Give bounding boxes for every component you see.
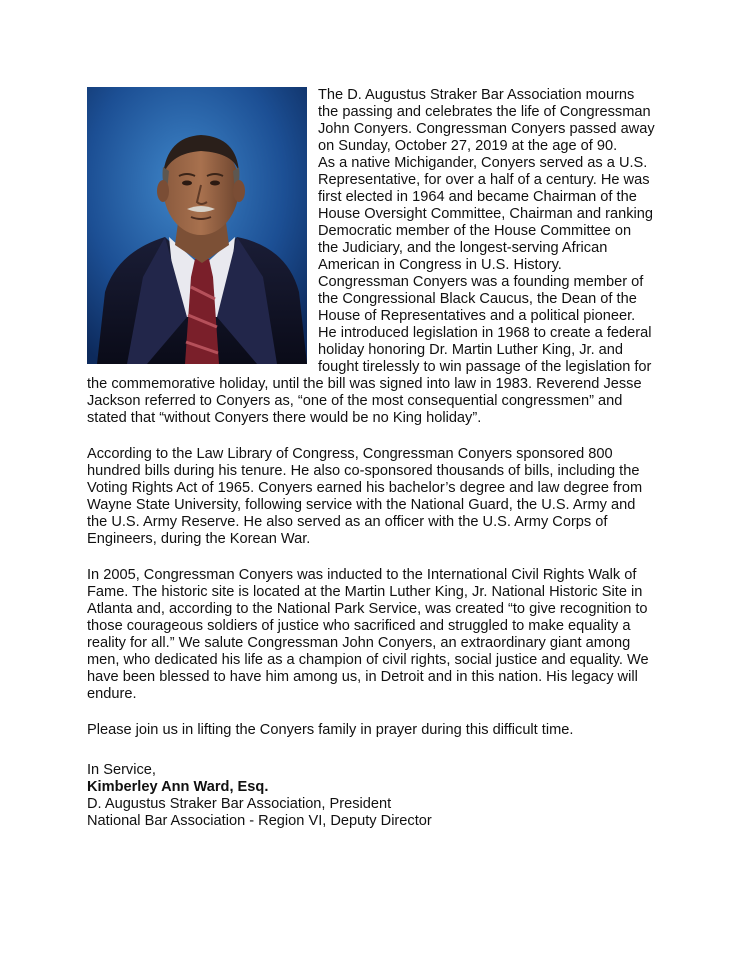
paragraph-1-line: the commemorative holiday, until the bill was signed into law in 1983. Reverend Jesse [87,376,642,392]
paragraph-1-line: fought tirelessly to win passage of the legislation for [318,359,652,375]
paragraph-1-line: House Oversight Committee, Chairman and ranking [318,206,653,222]
paragraph-1-line: American in Congress in U.S. History. [318,257,562,273]
paragraph-1-line: the Judiciary, and the longest-serving African [318,240,608,256]
paragraph-1-line: House of Representatives and a political pioneer. [318,308,636,324]
paragraph-2-line: Wayne State University, following service with the National Guard, the U.S. Army and [87,497,636,513]
signature-name: Kimberley Ann Ward, Esq. [87,779,269,795]
paragraph-1-line: the passing and celebrates the life of Congressman [318,104,651,120]
paragraph-1-line: He introduced legislation in 1968 to create a federal [318,325,652,341]
paragraph-3-line: reality for all.” We salute Congressman John Conyers, an extraordinary giant among [87,635,631,651]
signature-closing: In Service, [87,762,156,778]
paragraph-2-line: Voting Rights Act of 1965. Conyers earned his bachelor’s degree and law degree from [87,480,643,496]
portrait-photo [87,87,307,364]
paragraph-3-line: In 2005, Congressman Conyers was inducted to the International Civil Rights Walk of [87,567,637,583]
paragraph-3-line: Atlanta and, according to the National Park Service, was created “to give recognition to [87,601,648,617]
paragraph-1-line: on Sunday, October 27, 2019 at the age of 90. [318,138,618,154]
signature-title-2: National Bar Association - Region VI, Deputy Director [87,813,432,829]
paragraph-1-line: Representative, for over a half of a century. He was [318,172,650,188]
paragraph-3-line: have been blessed to have him among us, in Detroit and in this nation. His legacy will [87,669,638,685]
paragraph-1-line: the Congressional Black Caucus, the Dean of the [318,291,637,307]
paragraph-4-line: Please join us in lifting the Conyers family in prayer during this difficult time. [87,722,574,738]
paragraph-2-line: hundred bills during his tenure. He also co-sponsored thousands of bills, including the [87,463,640,479]
paragraph-2-line: Engineers, during the Korean War. [87,531,311,547]
paragraph-1-line: Jackson referred to Conyers as, “one of the most consequential congressmen” and [87,393,623,409]
paragraph-2-line: According to the Law Library of Congress, Congressman Conyers sponsored 800 [87,446,613,462]
paragraph-3-line: Fame. The historic site is located at the Martin Luther King, Jr. National Historic Site in [87,584,643,600]
paragraph-1-line: Democratic member of the House Committee on [318,223,632,239]
paragraph-2-line: the U.S. Army Reserve. He also served as an officer with the U.S. Army Corps of [87,514,608,530]
paragraph-1-line: holiday honoring Dr. Martin Luther King, Jr. and [318,342,624,358]
paragraph-3-line: men, who dedicated his life as a champion of civil rights, social justice and equality. We [87,652,649,668]
paragraph-1-line: The D. Augustus Straker Bar Association mourns [318,87,635,103]
paragraph-1-line: Congressman Conyers was a founding member of [318,274,644,290]
paragraph-1-line: John Conyers. Congressman Conyers passed away [318,121,655,137]
paragraph-3-line: endure. [87,686,137,702]
signature-title-1: D. Augustus Straker Bar Association, President [87,796,392,812]
paragraph-1-line: first elected in 1964 and became Chairman of the [318,189,637,205]
paragraph-3-line: those courageous soldiers of justice who sacrificed and struggled to make equality a [87,618,631,634]
portrait-illustration [87,87,307,364]
paragraph-1-line: As a native Michigander, Conyers served as a U.S. [318,155,648,171]
paragraph-1-line: stated that “without Conyers there would be no King holiday”. [87,410,482,426]
